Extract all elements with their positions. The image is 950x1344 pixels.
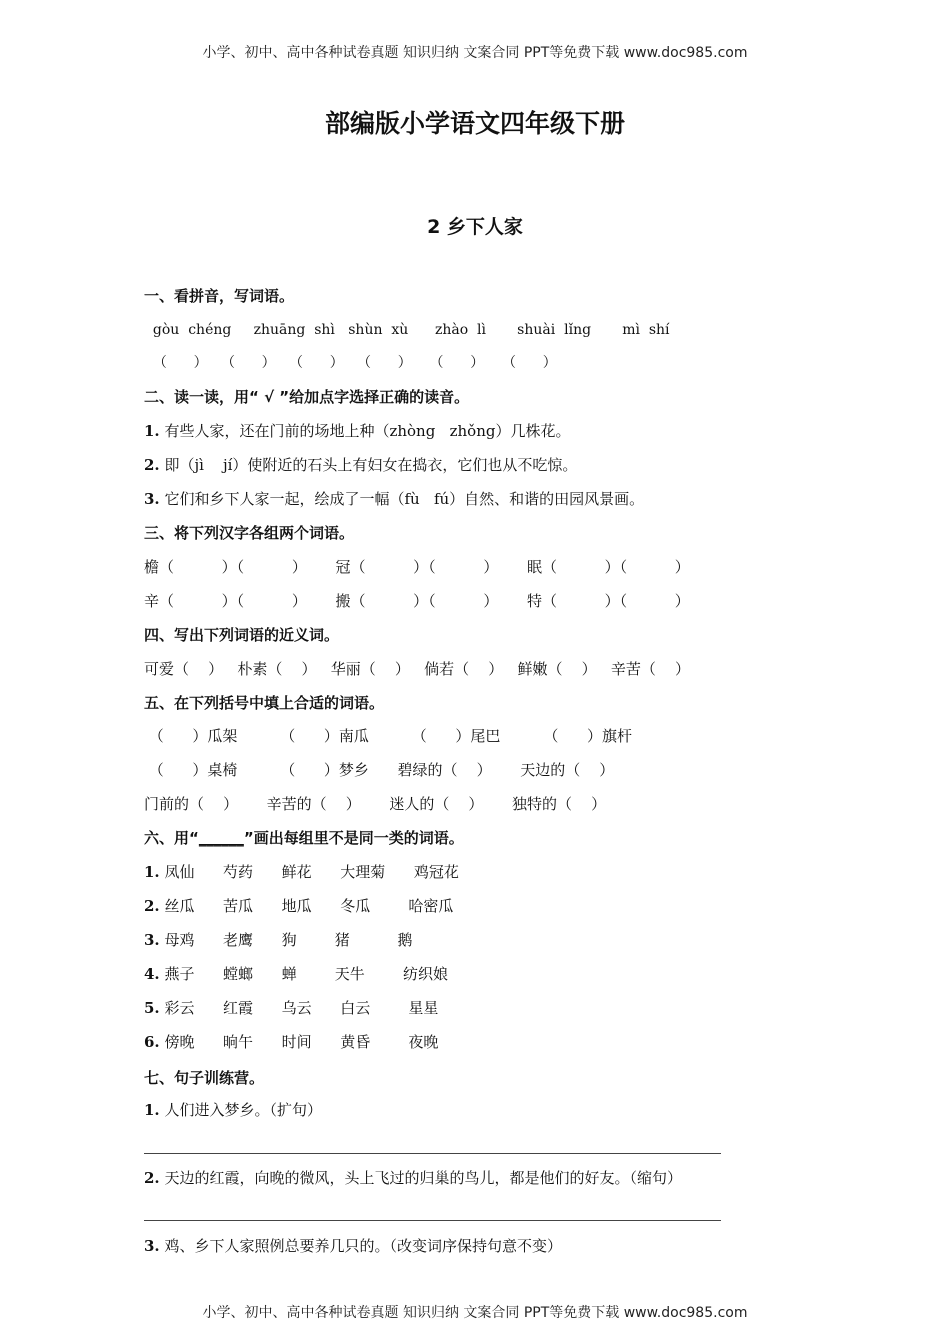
section-5-heading: 五、在下列括号中填上合适的词语。: [144, 694, 385, 712]
page-header: 小学、初中、高中各种试卷真题 知识归纳 文案合同 PPT等免费下载 www.doc985.com: [202, 45, 748, 61]
s7-item-2: 2. 天边的红霞，向晚的微风，头上飞过的归巢的鸟儿，都是他们的好友。（缩句）: [144, 1169, 682, 1187]
s5-row-2: （ ）桌椅 （ ）梦乡 碧绿的（ ） 天边的（ ）: [144, 761, 615, 779]
s5-row-3: 门前的（ ） 辛苦的（ ） 迷人的（ ） 独特的（ ）: [144, 795, 607, 813]
page-footer: 小学、初中、高中各种试卷真题 知识归纳 文案合同 PPT等免费下载 www.doc985.com: [202, 1305, 748, 1321]
s3-row-2: 辛（ ）（ ） 搬（ ）（ ） 特（ ）（ ）: [144, 592, 690, 610]
s2-item-2: 2. 即（jì jí）使附近的石头上有妇女在捣衣，它们也从不吃惊。: [144, 456, 578, 474]
s2-item-1: 1. 有些人家，还在门前的场地上种（zhòng zhǒng）几株花。: [144, 422, 571, 440]
section-7-heading: 七、句子训练营。: [144, 1069, 265, 1087]
s6-item-3: 3. 母鸡 老鹰 狗 猪 鹅: [144, 931, 413, 949]
s7-item-3: 3. 鸡、乡下人家照例总要养几只的。（改变词序保持句意不变）: [144, 1237, 562, 1255]
pinyin-row: gòu chéng zhuāng shì shùn xù zhào lì shuài lǐng mì shí: [144, 322, 670, 338]
section-2-heading: 二、读一读，用“ √ ”给加点字选择正确的读音。: [144, 388, 470, 406]
pinyin-blanks-row: （ ） （ ） （ ） （ ） （ ） （ ）: [144, 355, 557, 371]
s6-item-2: 2. 丝瓜 苦瓜 地瓜 冬瓜 哈密瓜: [144, 897, 454, 915]
s4-row: 可爱（ ） 朴素（ ） 华丽（ ） 倘若（ ） 鲜嫩（ ） 辛苦（ ）: [144, 660, 690, 678]
s3-row-1: 檐（ ）（ ） 冠（ ）（ ） 眠（ ）（ ）: [144, 558, 690, 576]
s7-item-1: 1. 人们进入梦乡。（扩句）: [144, 1101, 322, 1119]
answer-line-1[interactable]: [144, 1153, 721, 1154]
s6-item-1: 1. 凤仙 芍药 鲜花 大理菊 鸡冠花: [144, 863, 459, 881]
section-6-heading: 六、用“______”画出每组里不是同一类的词语。: [144, 829, 464, 847]
s6-item-5: 5. 彩云 红霞 乌云 白云 星星: [144, 999, 439, 1017]
section-3-heading: 三、将下列汉字各组两个词语。: [144, 524, 355, 542]
section-4-heading: 四、写出下列词语的近义词。: [144, 626, 340, 644]
answer-line-2[interactable]: [144, 1220, 721, 1221]
s2-item-3: 3. 它们和乡下人家一起，绘成了一幅（fù fú）自然、和谐的田园风景画。: [144, 490, 645, 508]
document-title: 部编版小学语文四年级下册: [324, 109, 625, 138]
s6-item-6: 6. 傍晚 晌午 时间 黄昏 夜晚: [144, 1033, 439, 1051]
section-1-heading: 一、看拼音，写词语。: [144, 287, 295, 305]
s6-item-4: 4. 燕子 螳螂 蝉 天牛 纺织娘: [144, 965, 448, 983]
s5-row-1: （ ）瓜架 （ ）南瓜 （ ）尾巴 （ ）旗杆: [144, 727, 632, 745]
lesson-title: 2 乡下人家: [427, 216, 523, 238]
